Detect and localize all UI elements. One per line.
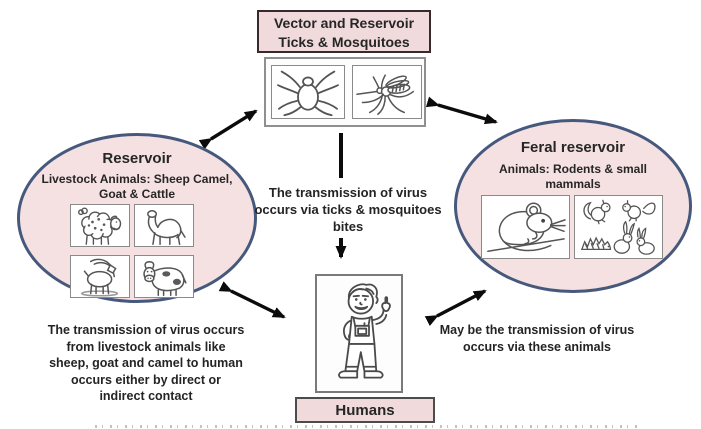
arrow-reservoir-humans [231, 291, 284, 317]
reservoir-oval [17, 133, 257, 303]
feral-note-line-2: occurs via these animals [463, 339, 611, 354]
sheep-frame [70, 204, 130, 247]
human-figure-frame [315, 274, 403, 393]
vector-note-line-3: bites [332, 219, 364, 234]
feral-title: Feral reservoir [520, 139, 626, 156]
header-line-1: Vector and Reservoir [273, 15, 415, 31]
livestock-note-line-3: sheep, goat and camel to human [49, 356, 243, 370]
feral-reservoir-oval [454, 119, 692, 293]
livestock-note-line-5: indirect contact [99, 389, 193, 403]
arrow-reservoir-vector [211, 111, 256, 139]
feral-subtitle-line-2: mammals [545, 177, 601, 191]
livestock-note-line-2: from livestock animals like [66, 339, 226, 354]
camel-icon [136, 206, 193, 246]
cropped-caption-remnant [95, 425, 640, 428]
vector-reservoir-header [257, 10, 431, 53]
small-mammals-frame [574, 195, 663, 259]
livestock-note-line-1: The transmission of virus occurs [47, 323, 245, 337]
cattle-frame [134, 255, 194, 298]
feral-subtitle-line-1: Animals: Rodents & small [498, 162, 648, 176]
cattle-icon [136, 257, 193, 297]
human-figure-icon [319, 279, 399, 389]
livestock-note-line-4: occurs either by direct or [70, 372, 222, 387]
arrow-feral-humans [437, 291, 485, 316]
reservoir-subtitle-line-2: Goat & Cattle [98, 187, 175, 201]
humans-label-box [295, 397, 435, 423]
reservoir-subtitle-line-1: Livestock Animals: Sheep Camel, [41, 172, 233, 186]
small-mammals-icon [576, 197, 661, 257]
sheep-icon [72, 206, 129, 246]
tick-icon [273, 67, 343, 117]
tick-frame [271, 65, 345, 119]
vector-transmission-note [252, 184, 444, 235]
vector-image-panel [264, 57, 426, 127]
header-line-2: Ticks & Mosquitoes [278, 34, 410, 50]
vector-note-line-1: The transmission of virus [268, 185, 428, 200]
rodent-icon [483, 197, 568, 257]
humans-label: Humans [335, 402, 395, 419]
arrow-vector-feral [438, 105, 496, 122]
rodent-frame [481, 195, 570, 259]
mosquito-frame [352, 65, 422, 119]
vector-note-line-2: occurs via ticks & mosquitoes [254, 202, 442, 217]
goat-frame [70, 255, 130, 298]
livestock-transmission-note [28, 322, 264, 405]
feral-transmission-note [427, 322, 647, 355]
goat-icon [72, 257, 129, 297]
reservoir-title: Reservoir [102, 150, 172, 167]
mosquito-icon [354, 67, 420, 117]
feral-note-line-1: May be the transmission of virus [439, 323, 635, 337]
camel-frame [134, 204, 194, 247]
